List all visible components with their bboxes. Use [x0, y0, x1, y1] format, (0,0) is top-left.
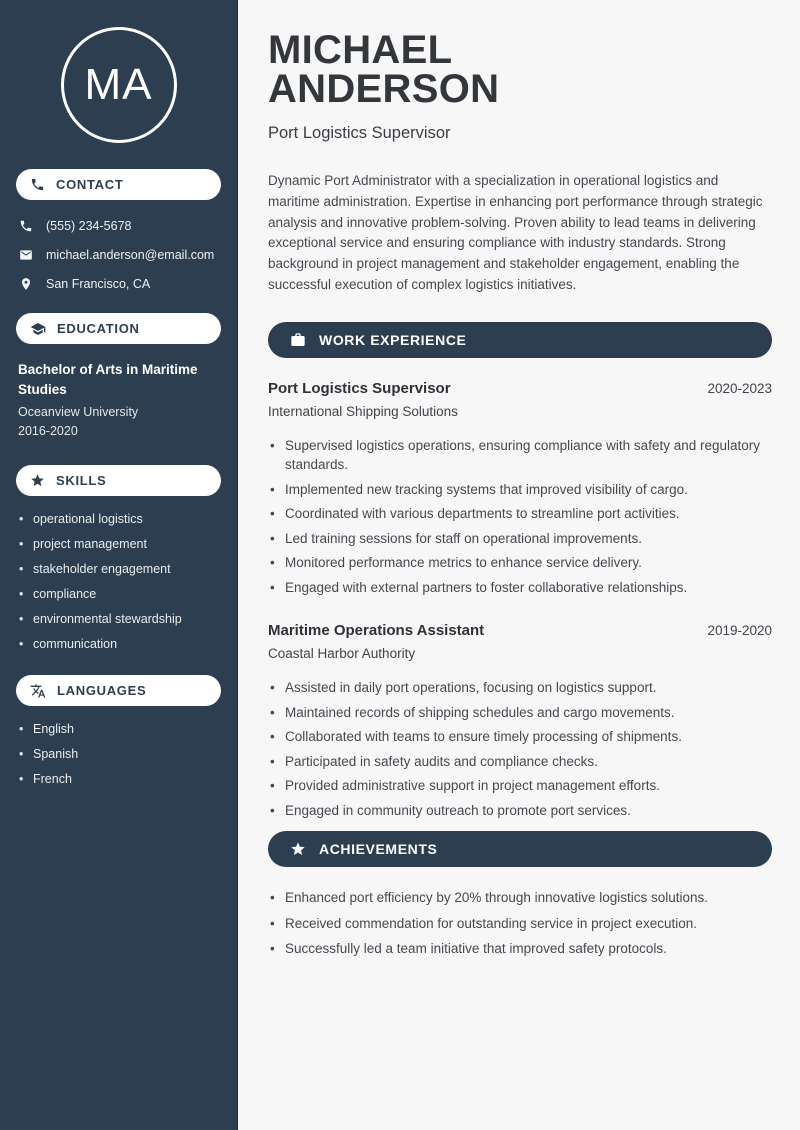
job-bullet: • Coordinated with various departments to streamline port activities.: [268, 504, 772, 524]
star-icon: [290, 841, 306, 857]
job-entry: [268, 380, 772, 598]
contact-row-phone: [16, 217, 221, 234]
avatar-initials: MA: [84, 60, 153, 109]
work-experience-title: WORK EXPERIENCE: [319, 331, 467, 348]
job-role: Maritime Operations Assistant: [268, 622, 485, 640]
job-company: Coastal Harbor Authority: [268, 646, 416, 662]
briefcase-icon: [290, 332, 306, 348]
email-icon: [19, 248, 33, 262]
job-bullet: • Monitored performance metrics to enhance service delivery.: [268, 553, 772, 573]
languages-list: [16, 721, 221, 788]
job-entry: [268, 622, 772, 820]
job-bullet: • Supervised logistics operations, ensuring compliance with safety and regulatory standards.: [268, 436, 772, 475]
language-item: • English: [19, 721, 221, 738]
language-item: • Spanish: [19, 746, 221, 763]
contact-section-header: [16, 169, 221, 200]
candidate-name: MICHAEL ANDERSON: [268, 28, 500, 111]
job-bullet: • Implemented new tracking systems that improved visibility of cargo.: [268, 480, 772, 500]
email-address: michael.anderson@email.com: [46, 247, 215, 262]
phone-icon: [19, 219, 33, 233]
job-bullet: • Engaged with external partners to foster collaborative relationships.: [268, 578, 772, 598]
sidebar: [0, 0, 238, 1130]
location-icon: [19, 277, 33, 291]
languages-section-header: [16, 675, 221, 706]
skill-item: • communication: [19, 636, 221, 653]
education-section-title: EDUCATION: [57, 321, 140, 336]
job-header: [268, 622, 772, 639]
skill-item: • stakeholder engagement: [19, 561, 221, 578]
skills-list: [16, 511, 221, 653]
phone-icon: [30, 177, 45, 192]
skill-item: • environmental stewardship: [19, 611, 221, 628]
job-bullet: • Assisted in daily port operations, focusing on logistics support.: [268, 678, 772, 698]
language-item: • French: [19, 771, 221, 788]
job-header: [268, 380, 772, 397]
main-content: [238, 0, 800, 1130]
star-icon: [30, 473, 45, 488]
job-bullet: • Engaged in community outreach to promote port services.: [268, 801, 772, 821]
contact-row-email: [16, 246, 221, 263]
achievement-bullet: • Enhanced port efficiency by 20% through innovative logistics solutions.: [268, 888, 772, 908]
languages-section-title: LANGUAGES: [57, 683, 147, 698]
skill-item: • operational logistics: [19, 511, 221, 528]
avatar: [61, 27, 177, 143]
job-bullet: • Participated in safety audits and compliance checks.: [268, 752, 772, 772]
contact-row-location: [16, 275, 221, 292]
contact-list: [16, 217, 221, 292]
job-company: International Shipping Solutions: [268, 403, 458, 419]
location-text: San Francisco, CA: [46, 276, 151, 291]
achievements-list: [268, 888, 772, 959]
contact-section-title: CONTACT: [56, 177, 124, 192]
school-name: Oceanview University: [18, 405, 139, 419]
job-bullet-list: [268, 436, 772, 598]
job-bullet-list: [268, 678, 772, 820]
skills-section-title: SKILLS: [56, 473, 107, 488]
work-experience-banner: [268, 322, 772, 358]
job-dates: 2019-2020: [707, 623, 772, 639]
achievements-banner: [268, 831, 772, 867]
job-bullet: • Provided administrative support in project management efforts.: [268, 776, 772, 796]
candidate-title: Port Logistics Supervisor: [268, 124, 451, 142]
skills-section-header: [16, 465, 221, 496]
achievements-title: ACHIEVEMENTS: [319, 841, 438, 858]
education-entry: [16, 360, 221, 441]
translate-icon: [30, 683, 46, 699]
job-dates: 2020-2023: [707, 380, 772, 396]
job-bullet: • Led training sessions for staff on operational improvements.: [268, 529, 772, 549]
job-bullet: • Maintained records of shipping schedules and cargo movements.: [268, 703, 772, 723]
phone-number: (555) 234-5678: [46, 218, 132, 233]
degree-name: Bachelor of Arts in Maritime Studies: [18, 362, 198, 397]
education-section-header: [16, 313, 221, 344]
achievement-bullet: • Successfully led a team initiative that improved safety protocols.: [268, 939, 772, 959]
graduation-cap-icon: [30, 321, 46, 337]
achievement-bullet: • Received commendation for outstanding service in project execution.: [268, 914, 772, 934]
professional-summary: Dynamic Port Administrator with a specialization in operational logistics and maritime administration. Expertise in enhancing port performance through strategic analysis and innovative problem-solving. Proven ability to lead teams in delivering exceptional service and ensuring compliance with industry standards. Strong background in project management and stakeholder engagement, enabling the successful execution of complex logistics initiatives.: [268, 173, 763, 292]
skill-item: • project management: [19, 536, 221, 553]
education-years: 2016-2020: [18, 424, 78, 438]
job-role: Port Logistics Supervisor: [268, 379, 451, 397]
job-bullet: • Collaborated with teams to ensure timely processing of shipments.: [268, 727, 772, 747]
skill-item: • compliance: [19, 586, 221, 603]
